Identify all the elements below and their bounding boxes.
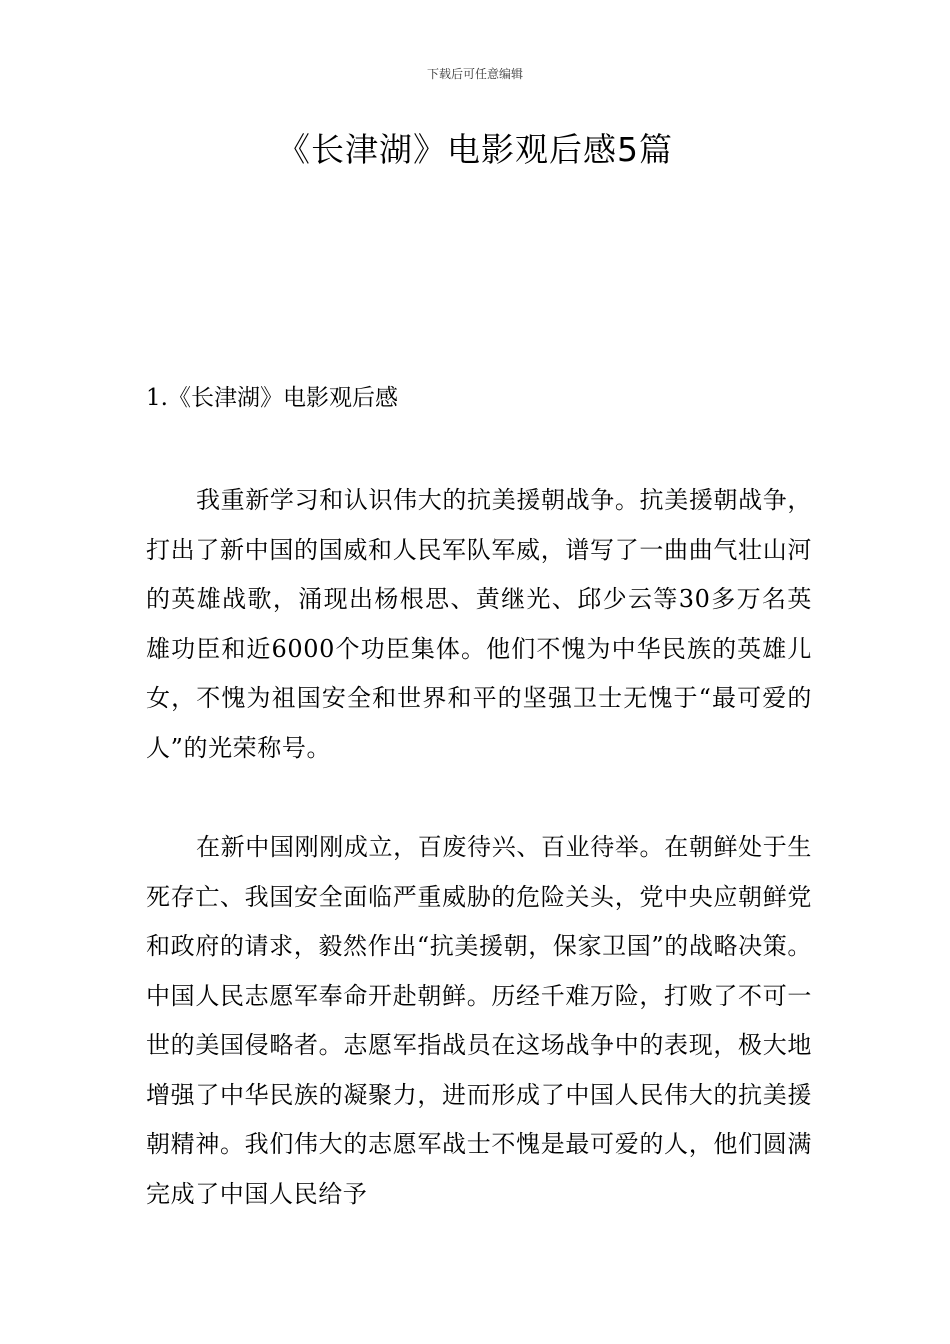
- body-paragraph: 在新中国刚刚成立，百废待兴、百业待举。在朝鲜处于生死存亡、我国安全面临严重威胁的危险关头，党中央应朝鲜党和政府的请求，毅然作出“抗美援朝，保家卫国”的战略决策。中国人民志愿军奉命开赴朝鲜。历经千难万险，打败了不可一世的美国侵略者。志愿军指战员在这场战争中的表现，极大地增强了中华民族的凝聚力，进而形成了中国人民伟大的抗美援朝精神。我们伟大的志愿军战士不愧是最可爱的人，他们圆满完成了中国人民给予: [146, 833, 812, 1208]
- header-note: 下载后可任意编辑: [426, 67, 523, 81]
- section-heading: 1.《长津湖》电影观后感: [146, 385, 398, 411]
- page-title: 《长津湖》电影观后感5篇: [277, 130, 673, 169]
- body-paragraph: 我重新学习和认识伟大的抗美援朝战争。抗美援朝战争，打出了新中国的国威和人民军队军威，谱写了一曲曲气壮山河的英雄战歌，涌现出杨根思、黄继光、邱少云等30多万名英雄功臣和近6000个功臣集体。他们不愧为中华民族的英雄儿女，不愧为祖国安全和世界和平的坚强卫士无愧于“最可爱的人”的光荣称号。: [146, 486, 812, 762]
